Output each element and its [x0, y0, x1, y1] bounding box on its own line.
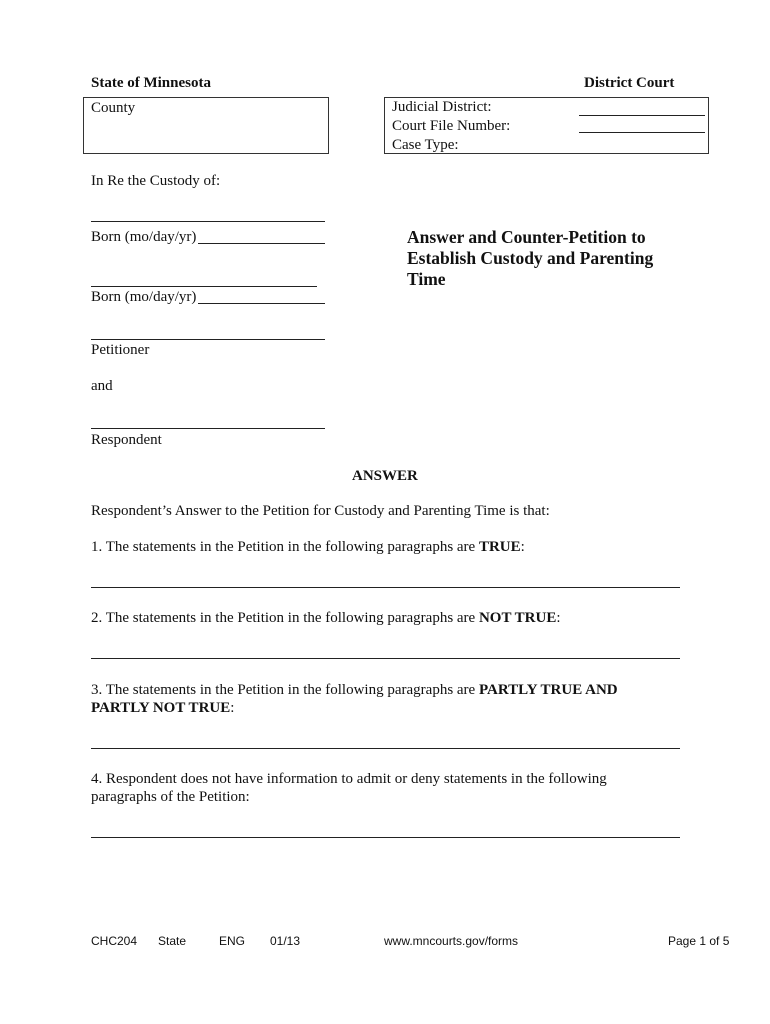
form-title: Answer and Counter-Petition to Establish Custody and Parenting Time: [407, 227, 654, 289]
county-box: [83, 97, 329, 154]
county-label: County: [91, 100, 136, 116]
child-2-name-line[interactable]: [91, 286, 317, 287]
judicial-district-label: Judicial District:: [392, 99, 492, 115]
petitioner-label: Petitioner: [91, 342, 150, 358]
case-type-label: Case Type:: [392, 137, 459, 153]
item-3-answer-line[interactable]: [91, 748, 680, 749]
state-heading: State of Minnesota: [91, 75, 211, 91]
child-1-name-line[interactable]: [91, 221, 325, 222]
item-4-answer-line[interactable]: [91, 837, 680, 838]
born-label-2: Born (mo/day/yr): [91, 289, 197, 305]
in-re-label: In Re the Custody of:: [91, 173, 221, 189]
answer-heading: ANSWER: [352, 468, 418, 484]
footer-form-code: CHC204: [91, 934, 138, 948]
born-date-line-1[interactable]: [198, 243, 325, 244]
court-info-box: [384, 97, 709, 154]
footer-language: ENG: [219, 934, 246, 948]
footer-page-number: Page 1 of 5: [668, 934, 730, 948]
item-3-text: 3. The statements in the Petition in the following paragraphs are PARTLY TRUE AND PARTLY NOT TRUE:: [91, 682, 618, 716]
respondent-name-line[interactable]: [91, 428, 325, 429]
footer-url[interactable]: www.mncourts.gov/forms: [384, 934, 519, 948]
answer-intro: Respondent’s Answer to the Petition for Custody and Parenting Time is that:: [91, 503, 550, 519]
born-date-line-2[interactable]: [198, 303, 325, 304]
respondent-label: Respondent: [91, 432, 162, 448]
court-file-number-label: Court File Number:: [392, 118, 511, 134]
footer-date: 01/13: [270, 934, 301, 948]
court-file-number-line[interactable]: [579, 132, 705, 133]
court-heading: District Court: [584, 75, 675, 91]
born-label-1: Born (mo/day/yr): [91, 229, 197, 245]
item-1-text: 1. The statements in the Petition in the following paragraphs are TRUE:: [91, 539, 525, 555]
item-4-text: 4. Respondent does not have information to admit or deny statements in the following paragraphs of the Petition:: [91, 771, 607, 805]
footer-state: State: [158, 934, 187, 948]
item-2-answer-line[interactable]: [91, 658, 680, 659]
item-1-answer-line[interactable]: [91, 587, 680, 588]
item-2-text: 2. The statements in the Petition in the following paragraphs are NOT TRUE:: [91, 610, 561, 626]
petitioner-name-line[interactable]: [91, 339, 325, 340]
judicial-district-line[interactable]: [579, 115, 705, 116]
and-label: and: [91, 378, 113, 394]
